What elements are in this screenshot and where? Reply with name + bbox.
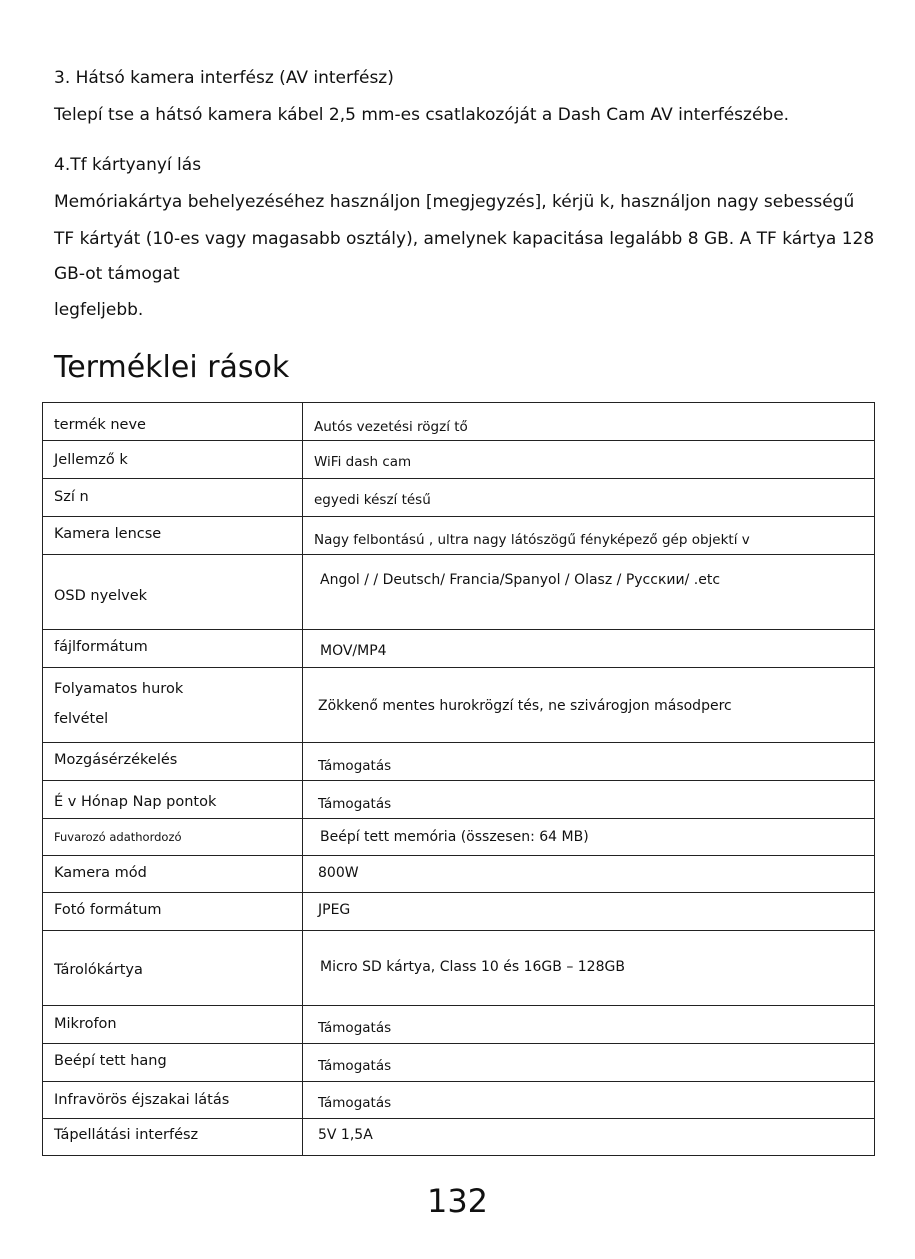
spec-value-cell <box>303 1006 875 1044</box>
spec-value: Beépí tett memória (összesen: 64 MB) <box>320 829 589 845</box>
table-row <box>43 555 875 630</box>
spec-label-cell <box>43 517 303 555</box>
spec-label: Fuvarozó adathordozó <box>54 830 182 844</box>
spec-value: Támogatás <box>318 758 392 774</box>
intro-line-tf-text-1: Memóriakártya behelyezéséhez használjon [megjegyzés], kérjü k, használjon nagy sebességű <box>54 192 855 212</box>
table-row <box>43 743 875 781</box>
table-row <box>43 931 875 1006</box>
intro-line-tf-text-2: TF kártyát (10-es vagy magasabb osztály), amelynek kapacitása legalább 8 GB. A TF kártya 128 <box>54 229 875 249</box>
spec-value-cell <box>303 1044 875 1082</box>
spec-label-continued: felvétel <box>54 711 109 727</box>
spec-label: Tárolókártya <box>54 962 143 978</box>
spec-label-cell <box>43 781 303 819</box>
spec-label-cell <box>43 1082 303 1119</box>
spec-label: Fotó formátum <box>54 902 162 918</box>
page-number: 132 <box>426 1182 489 1220</box>
spec-value-cell <box>303 479 875 517</box>
spec-value-cell <box>303 781 875 819</box>
spec-value: egyedi készí tésű <box>314 492 431 508</box>
table-row <box>43 1119 875 1156</box>
spec-label: Jellemző k <box>54 452 128 468</box>
spec-label-cell <box>43 819 303 856</box>
table-row <box>43 441 875 479</box>
spec-value-cell <box>303 517 875 555</box>
table-row <box>43 1006 875 1044</box>
spec-value: Támogatás <box>318 1095 392 1111</box>
spec-table <box>42 402 875 1156</box>
spec-label: É v Hónap Nap pontok <box>54 794 217 810</box>
spec-value: Nagy felbontású , ultra nagy látószögű fényképező gép objektí v <box>314 532 750 548</box>
spec-value: Micro SD kártya, Class 10 és 16GB – 128GB <box>320 959 625 975</box>
spec-label-cell <box>43 856 303 893</box>
spec-value-cell <box>303 630 875 668</box>
spec-value: Támogatás <box>318 796 392 812</box>
spec-value-cell <box>303 856 875 893</box>
table-row <box>43 403 875 441</box>
spec-value-cell <box>303 819 875 856</box>
spec-label-cell <box>43 479 303 517</box>
spec-value-cell <box>303 743 875 781</box>
intro-line-tf-text-3: GB-ot támogat <box>54 264 180 284</box>
section-title: Terméklei rások <box>54 350 290 385</box>
spec-value: JPEG <box>318 902 351 918</box>
spec-value: Angol / / Deutsch/ Francia/Spanyol / Olasz / Русскии/ .etc <box>320 572 721 588</box>
intro-line-tf-text-4: legfeljebb. <box>54 300 144 320</box>
spec-value-cell <box>303 893 875 931</box>
table-row <box>43 781 875 819</box>
table-row <box>43 1082 875 1119</box>
spec-label: Folyamatos hurok <box>54 681 184 697</box>
spec-label-cell <box>43 403 303 441</box>
spec-label: Mozgásérzékelés <box>54 752 178 768</box>
spec-label-cell <box>43 668 303 743</box>
spec-label-cell <box>43 931 303 1006</box>
table-row <box>43 819 875 856</box>
spec-label-cell <box>43 441 303 479</box>
spec-label: Mikrofon <box>54 1016 117 1032</box>
spec-label: Kamera mód <box>54 865 147 881</box>
spec-value-cell <box>303 555 875 630</box>
spec-value: 5V 1,5A <box>318 1127 373 1143</box>
table-row <box>43 668 875 743</box>
spec-label-cell <box>43 743 303 781</box>
spec-label: Kamera lencse <box>54 526 162 542</box>
spec-label: Szí n <box>54 489 89 505</box>
intro-line-av-install: Telepí tse a hátsó kamera kábel 2,5 mm-es csatlakozóját a Dash Cam AV interfészébe. <box>54 105 790 125</box>
intro-line-av-interface-heading: 3. Hátsó kamera interfész (AV interfész) <box>54 68 394 88</box>
table-row <box>43 893 875 931</box>
spec-label: OSD nyelvek <box>54 588 148 604</box>
spec-value: Támogatás <box>318 1020 392 1036</box>
intro-line-tf-heading: 4.Tf kártyanyí lás <box>54 155 202 175</box>
table-row <box>43 1044 875 1082</box>
spec-value-cell <box>303 403 875 441</box>
spec-label: fájlformátum <box>54 639 148 655</box>
table-row <box>43 517 875 555</box>
spec-label-cell <box>43 893 303 931</box>
spec-value: Támogatás <box>318 1058 392 1074</box>
spec-label-cell <box>43 1044 303 1082</box>
spec-value: WiFi dash cam <box>314 454 412 470</box>
spec-label: Infravörös éjszakai látás <box>54 1092 230 1108</box>
spec-value: 800W <box>318 865 359 881</box>
spec-value-cell <box>303 1119 875 1156</box>
spec-value: Autós vezetési rögzí tő <box>314 419 468 435</box>
spec-label-cell <box>43 1119 303 1156</box>
spec-value: MOV/MP4 <box>320 643 387 659</box>
spec-value-cell <box>303 668 875 743</box>
table-row <box>43 479 875 517</box>
table-row <box>43 630 875 668</box>
spec-label-cell <box>43 630 303 668</box>
spec-value-cell <box>303 931 875 1006</box>
spec-label-cell <box>43 1006 303 1044</box>
spec-label-cell <box>43 555 303 630</box>
spec-value: Zökkenő mentes hurokrögzí tés, ne szivárogjon másodperc <box>318 698 732 714</box>
table-row <box>43 856 875 893</box>
spec-label: Beépí tett hang <box>54 1053 167 1069</box>
spec-label: Tápellátási interfész <box>54 1127 199 1143</box>
spec-value-cell <box>303 1082 875 1119</box>
spec-label: termék neve <box>54 417 146 433</box>
spec-value-cell <box>303 441 875 479</box>
